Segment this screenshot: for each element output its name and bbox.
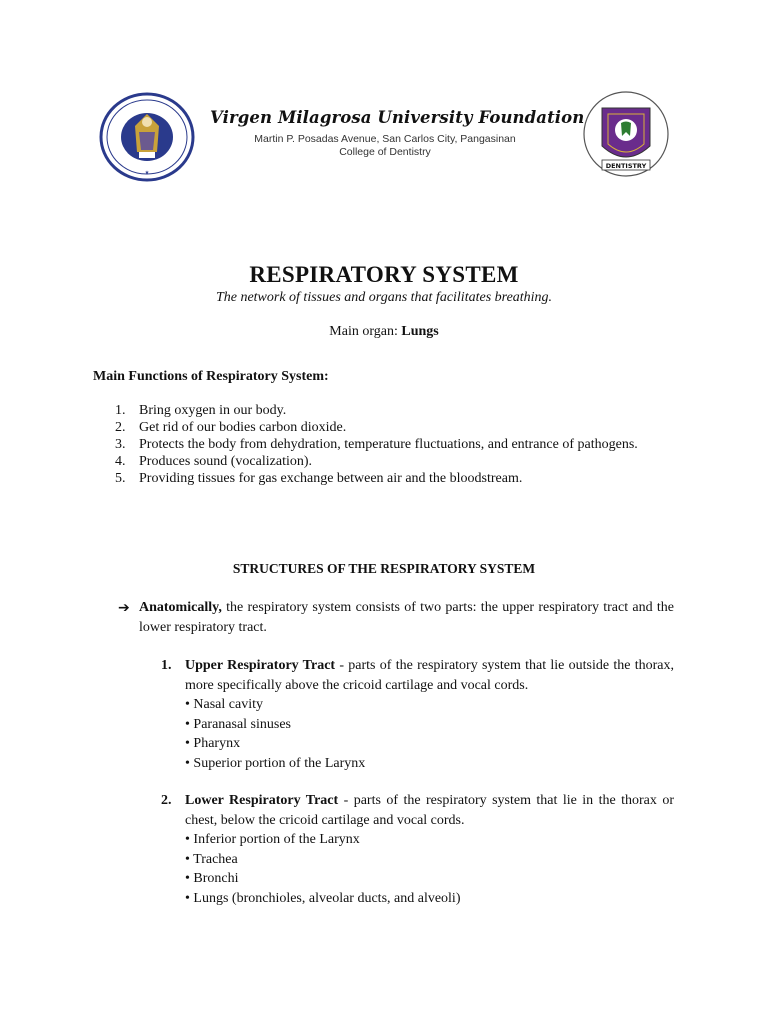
upper-tract-section: 1. Upper Respiratory Tract - parts of the respiratory system that lie outside the thorax, more specifically above the cricoid cartilage and vocal cords. • Nasal cavity • Paranasal sinuses • Pharynx • Superior portion of the Larynx — [161, 656, 674, 773]
main-organ-label: Main organ: — [329, 324, 398, 339]
list-item: 1. Bring oxygen in our body. — [115, 403, 287, 418]
functions-heading: Main Functions of Respiratory System: — [93, 369, 329, 384]
list-item: • Lungs (bronchioles, alveolar ducts, and alveoli) — [185, 890, 461, 906]
anatomically-text: the respiratory system consists of two parts: the upper respiratory tract and the lower respiratory tract. — [139, 600, 675, 635]
tract-desc: - parts of the respiratory system that lie outside the thorax, more specifically above the cricoid cartilage and vocal cords. — [185, 658, 675, 693]
main-organ-value: Lungs — [401, 324, 439, 339]
college-name: College of Dentistry — [339, 146, 431, 158]
lower-tract-section: 2. Lower Respiratory Tract - parts of the respiratory system that lie in the thorax or chest, below the cricoid cartilage and vocal cords. • Inferior portion of the Larynx • Trachea • Bronchi • Lungs (bronchioles, alveolar ducts, and alveoli) — [161, 791, 674, 908]
university-name: Virgen Milagrosa University Foundation — [210, 108, 585, 127]
document-title: RESPIRATORY SYSTEM — [249, 262, 519, 287]
list-item: 4. Produces sound (vocalization). — [115, 454, 313, 469]
document-subtitle: The network of tissues and organs that facilitates breathing. — [215, 290, 553, 305]
university-seal-logo — [99, 92, 195, 182]
list-item: 2. Get rid of our bodies carbon dioxide. — [115, 420, 347, 435]
lower-tract-items — [185, 830, 674, 908]
college-of-dentistry-seal-logo — [580, 90, 672, 182]
right-arrow-icon: ➔ — [118, 600, 130, 616]
tract-name: Upper Respiratory Tract — [185, 658, 336, 673]
list-item: • Nasal cavity — [185, 697, 263, 712]
seal-banner-text: DENTISTRY — [605, 162, 647, 170]
anatomically-lead: Anatomically, — [139, 600, 222, 615]
anatomically-paragraph — [118, 598, 674, 638]
letterhead-text — [210, 108, 585, 158]
list-item: 5. Providing tissues for gas exchange between air and the bloodstream. — [115, 471, 523, 486]
list-item: • Inferior portion of the Larynx — [185, 832, 360, 847]
list-item: • Superior portion of the Larynx — [185, 755, 366, 771]
tract-desc: - parts of the respiratory system that lie in the thorax or chest, below the cricoid cartilage and vocal cords. — [185, 793, 674, 828]
structures-heading: STRUCTURES OF THE RESPIRATORY SYSTEM — [232, 561, 536, 576]
list-item: • Paranasal sinuses — [185, 716, 291, 732]
main-organ-line — [0, 324, 768, 340]
svg-text:★: ★ — [144, 170, 150, 176]
upper-tract-items — [185, 695, 674, 773]
list-item: • Pharynx — [185, 736, 241, 751]
functions-list — [93, 402, 675, 487]
list-item: 3. Protects the body from dehydration, temperature fluctuations, and entrance of pathogens. — [115, 437, 638, 452]
list-item: • Bronchi — [185, 871, 239, 886]
list-item: • Trachea — [185, 851, 238, 867]
letterhead — [0, 88, 768, 188]
tract-name: Lower Respiratory Tract — [185, 793, 339, 808]
university-address: Martin P. Posadas Avenue, San Carlos City, Pangasinan — [254, 133, 516, 145]
